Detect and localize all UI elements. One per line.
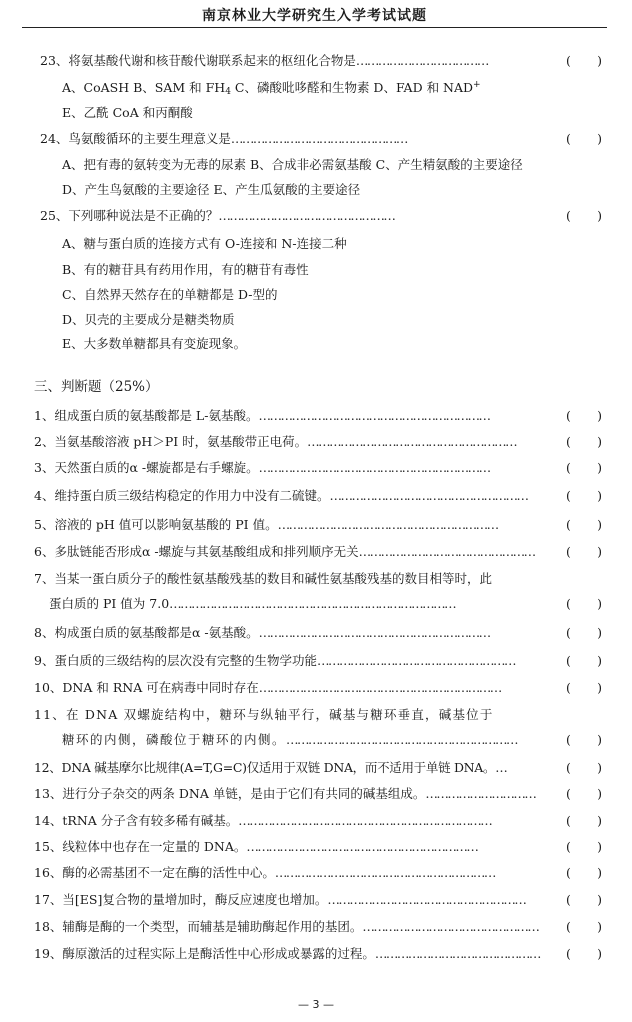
answer-paren: ( ) (566, 517, 602, 532)
answer-paren: ( ) (566, 680, 602, 695)
tf-item-5 (0, 516, 632, 534)
answer-paren: ( ) (566, 488, 602, 503)
answer-paren: ( ) (566, 408, 602, 423)
tf-text: 糖环的内侧，磷酸位于糖环的内侧。……………………………………………………… (62, 732, 518, 747)
tf-text: 9、蛋白质的三级结构的层次没有完整的生物学功能……………………………………………… (34, 653, 515, 668)
tf-text: 11、在 DNA 双螺旋结构中，糖环与纵轴平行，碱基与糖环垂直，碱基位于 (34, 707, 494, 722)
tf-item-14 (0, 812, 632, 830)
tf-text: 1、组成蛋白质的氨基酸都是 L-氨基酸。……………………………………………………… (34, 408, 490, 423)
tf-text: 10、DNA 和 RNA 可在病毒中同时存在………………………………………………………… (34, 680, 501, 695)
tf-text: 3、天然蛋白质的α -螺旋都是右手螺旋。……………………………………………………… (34, 460, 490, 475)
option-line: D、贝壳的主要成分是糖类物质 (62, 312, 235, 327)
tf-text: 8、构成蛋白质的氨基酸都是α -氨基酸。……………………………………………………… (34, 625, 490, 640)
tf-item-9 (0, 652, 632, 670)
tf-item-1 (0, 407, 632, 425)
answer-paren: ( ) (566, 919, 602, 934)
question-stem: 25、下列哪种说法是不正确的？………………………………………… (40, 208, 395, 223)
tf-text: 16、酶的必需基团不一定在酶的活性中心。…………………………………………………… (34, 865, 495, 880)
tf-text: 4、维持蛋白质三级结构稳定的作用力中没有二硫键。……………………………………………… (34, 488, 528, 503)
tf-item-7-cont (0, 595, 632, 613)
option-line: A、把有毒的氨转变为无毒的尿素 B、合成非必需氨基酸 C、产生精氨酸的主要途径 (62, 157, 523, 172)
answer-paren: ( ) (566, 813, 602, 828)
answer-paren: ( ) (566, 208, 602, 223)
tf-item-8 (0, 624, 632, 642)
tf-text: 18、辅酶是酶的一个类型，而辅基是辅助酶起作用的基团。………………………………………… (34, 919, 539, 934)
question-stem: 24、鸟氨酸循环的主要生理意义是………………………………………… (40, 131, 407, 146)
option-line: C、自然界天然存在的单糖都是 D-型的 (62, 287, 278, 302)
tf-text: 15、线粒体中也存在一定量的 DNA。……………………………………………………… (34, 839, 478, 854)
tf-item-3 (0, 459, 632, 477)
tf-item-16 (0, 864, 632, 882)
answer-paren: ( ) (566, 625, 602, 640)
option-line: D、产生鸟氨酸的主要途径 E、产生瓜氨酸的主要途径 (62, 182, 361, 197)
tf-text: 蛋白质的 PI 值为 7.0…………………………………………………………………… (49, 596, 456, 611)
tf-item-7 (0, 570, 632, 588)
question-23-options-1 (0, 79, 632, 97)
option-line: A、CoASH B、SAM 和 $FH_4$ C、磷酸吡哆醛和生物素 D、FAD 和 NAD+ (62, 80, 481, 97)
answer-paren: ( ) (566, 53, 602, 68)
tf-text: 5、溶液的 pH 值可以影响氨基酸的 PI 值。…………………………………………………… (34, 517, 498, 532)
answer-paren: ( ) (566, 760, 602, 775)
tf-text: 13、进行分子杂交的两条 DNA 单链，是由于它们有共同的碱基组成。………………………… (34, 786, 536, 801)
answer-paren: ( ) (566, 865, 602, 880)
section-heading: 三、判断题（25%） (34, 379, 159, 395)
question-23-options-2 (0, 104, 632, 122)
option-line: E、乙酰 CoA 和丙酮酸 (62, 105, 193, 120)
tf-item-13 (0, 785, 632, 803)
answer-paren: ( ) (566, 544, 602, 559)
question-25-option-e (0, 335, 632, 353)
question-23 (0, 52, 632, 70)
question-25-option-a (0, 235, 632, 253)
option-line: A、糖与蛋白质的连接方式有 O-连接和 N-连接二种 (62, 236, 347, 251)
tf-item-11-cont (0, 731, 632, 749)
tf-text: 6、多肽链能否形成α -螺旋与其氨基酸组成和排列顺序无关………………………………………… (34, 544, 535, 559)
header-rule (22, 27, 607, 28)
tf-text: 17、当[ES]复合物的量增加时，酶反应速度也增加。……………………………………………… (34, 892, 526, 907)
tf-item-2 (0, 433, 632, 451)
tf-text: 2、当氨基酸溶液 pH＞PI 时，氨基酸带正电荷。………………………………………………… (34, 434, 517, 449)
answer-paren: ( ) (566, 732, 602, 747)
tf-item-19 (0, 945, 632, 963)
question-stem: 23、将氨基酸代谢和核苷酸代谢联系起来的枢纽化合物是……………………………… (40, 53, 488, 68)
question-24 (0, 130, 632, 148)
answer-paren: ( ) (566, 460, 602, 475)
answer-paren: ( ) (566, 596, 602, 611)
question-25-option-c (0, 286, 632, 304)
tf-item-17 (0, 891, 632, 909)
answer-paren: ( ) (566, 892, 602, 907)
answer-paren: ( ) (566, 131, 602, 146)
answer-paren: ( ) (566, 839, 602, 854)
tf-item-15 (0, 838, 632, 856)
answer-paren: ( ) (566, 946, 602, 961)
option-line: E、大多数单糖都具有变旋现象。 (62, 336, 247, 351)
tf-item-11 (0, 706, 632, 724)
answer-paren: ( ) (566, 653, 602, 668)
question-24-options-1 (0, 156, 632, 174)
tf-text: 19、酶原激活的过程实际上是酶活性中心形成或暴露的过程。……………………………………… (34, 946, 540, 961)
question-25-option-d (0, 311, 632, 329)
section-title (0, 378, 632, 396)
tf-item-6 (0, 543, 632, 561)
answer-paren: ( ) (566, 786, 602, 801)
page-number: — 3 — (298, 998, 334, 1011)
tf-text: 7、当某一蛋白质分子的酸性氨基酸残基的数目和碱性氨基酸残基的数目相等时，此 (34, 571, 492, 586)
tf-item-4 (0, 487, 632, 505)
question-24-options-2 (0, 181, 632, 199)
answer-paren: ( ) (566, 434, 602, 449)
question-25-option-b (0, 261, 632, 279)
tf-item-12 (0, 759, 632, 777)
tf-text: 14、tRNA 分子含有较多稀有碱基。…………………………………………………………… (34, 813, 492, 828)
tf-text: 12、DNA 碱基摩尔比规律(A=T,G=C)仅适用于双链 DNA，而不适用于单链 DNA。… (34, 760, 507, 775)
tf-item-18 (0, 918, 632, 936)
tf-item-10 (0, 679, 632, 697)
question-25 (0, 207, 632, 225)
option-line: B、有的糖苷具有药用作用，有的糖苷有毒性 (62, 262, 309, 277)
exam-header-title: 南京林业大学研究生入学考试试题 (202, 8, 427, 24)
